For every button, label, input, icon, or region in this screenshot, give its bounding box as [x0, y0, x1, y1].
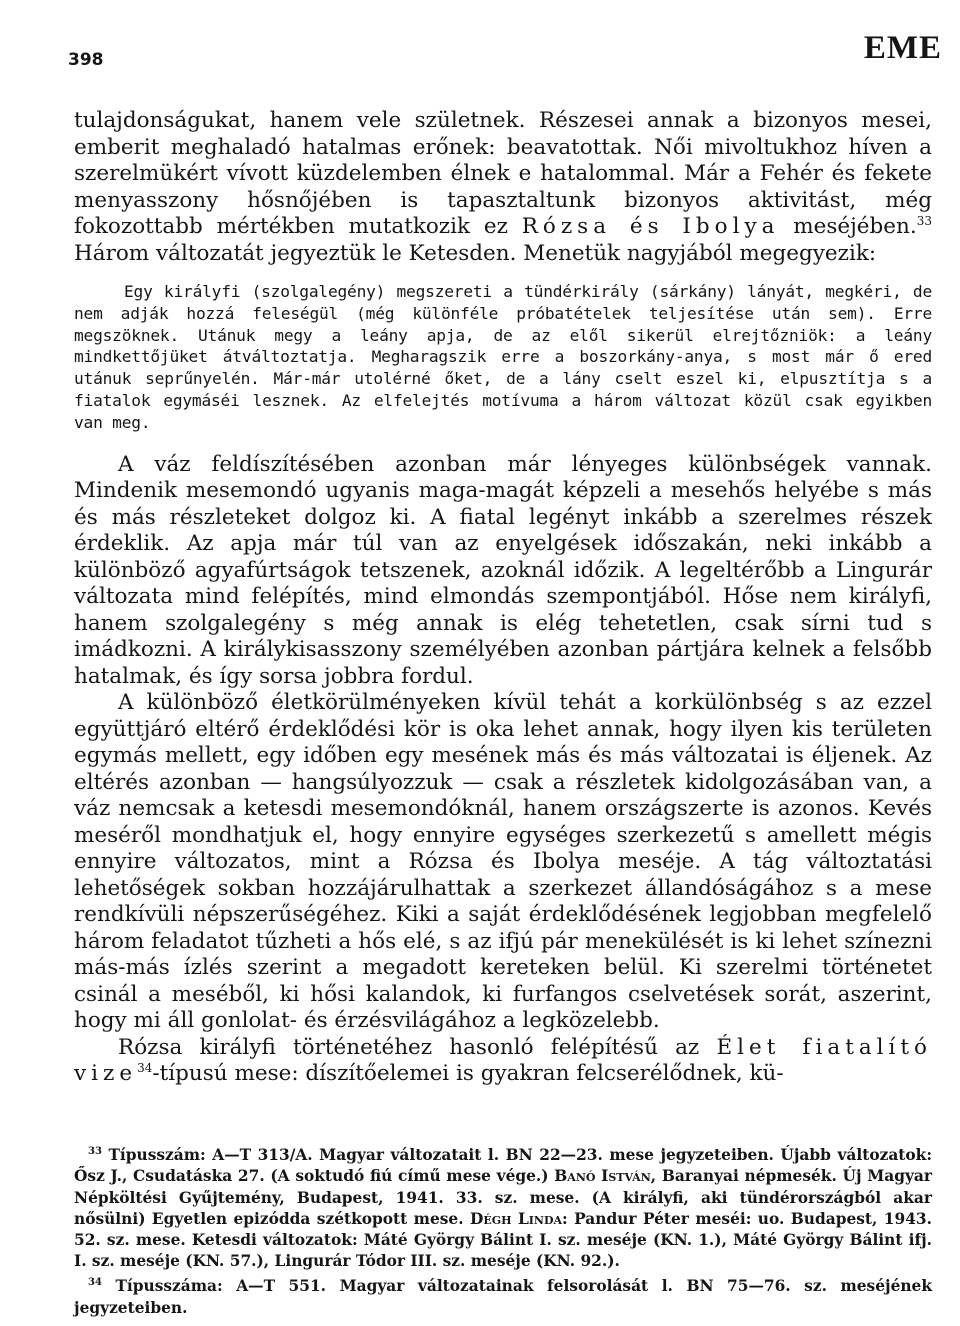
journal-logo: EME	[863, 30, 942, 66]
author-name: Dégh Linda	[470, 1209, 563, 1228]
footnote-number: 34	[88, 1277, 102, 1289]
body-text	[74, 108, 932, 1088]
footnote-34	[74, 1272, 932, 1319]
page-header	[60, 30, 942, 70]
footnote-ref: 33	[916, 213, 932, 228]
footnote-number: 33	[88, 1146, 102, 1157]
footnotes	[74, 1141, 932, 1319]
paragraph	[74, 108, 932, 267]
paragraph: A váz feldíszítésében azonban már lényeges különbségek vannak. Mindenik mesemondó ugyanis maga-magát képzeli a mesehős helyébe s más és más részleteket dolgoz ki. A fiatal legényt inkább a szerelmes részek érdeklik. Az apja már túl van az enyelgések időszakán, neki inkább a különböző agyafúrtságok tetszenek, azoknál időzik. A legeltérőbb a Lingurár változata mind felépítés, mind elmondás szempontjából. Hőse nem királyfi, hanem szolgalegény s még annak is elég tehetetlen, csak sírni tud s imádkozni. A királykisasszony személyében azonban pártjára kelnek a felsőbb hatalmak, és így sorsa jobbra fordul.	[74, 451, 932, 689]
footnote-text: Típusszám: A—T 313/A. Magyar változatait l. BN 22—23. mese jegyzeteiben. Újabb változatok: Ősz J., Csudatáska 27. (A soktudó fiú című mese vége.)	[74, 1146, 933, 1186]
footnote-33	[74, 1141, 932, 1272]
paragraph	[74, 1035, 932, 1088]
footnote-text: , Baranyai népmesék. Új Magyar Népköltési Gyűjtemény, Budapest, 1941. 33. sz. mese. (A királyfi, aki tündérországból akar nősülni) Egyetlen epizódda szétkopott mese.	[74, 1167, 933, 1228]
text-run: -típusú mese: díszítőelemei is gyakran felcserélődnek, kü-	[152, 1061, 784, 1087]
footnote-text: Típusszáma: A—T 551. Magyar változatainak felsorolását l. BN 75—76. sz. meséjének jegyzeteiben.	[74, 1277, 933, 1317]
text-run: Rózsa királyfi történetéhez hasonló felépítésű az	[118, 1034, 700, 1060]
tale-title: Élet fiatalító vize	[74, 1034, 932, 1087]
paragraph: A különböző életkörülményeken kívül tehát a korkülönbség s az ezzel együttjáró eltérő érdeklődési kör is oka lehet annak, hogy ilyen kis területen egymás mellett, egy időben egy mesének más és más változatai is éljenek. Az eltérés azonban — hangsúlyozzuk — csak a részletek kidolgozásában van, a váz nemcsak a ketesdi mesemondóknál, hanem országszerte is azonos. Kevés meséről mondhatjuk el, hogy ennyire egységes szerkezetű s amellett mégis ennyire változatos, mint a Rózsa és Ibolya meséje. A tág változtatási lehetőségek sokban hozzájárulhattak a szerkezet állandóságához s a mese rendkívüli népszerűségéhez. Kiki a saját érdeklődésének legjobban megfelelő három feladatot tűzheti a hős elé, s az ifjú pár menekülését is ki lehet színezni más-más ízlés szerint a megadott kereteken belül. Ki szerelmi történetet csinál a meséből, ki hősi kalandok, ki furfangos cselvetések sorát, aszerint, hogy mi áll gonlolat- és érzésvilágához a legközelebb.	[74, 690, 932, 1034]
author-name: Banó István	[554, 1167, 651, 1186]
text-run: meséjében.	[793, 214, 917, 239]
plot-summary: Egy királyfi (szolgalegény) megszereti a tündérkirály (sárkány) lányát, megkéri, de nem adják hozzá feleségül (még különféle próbatételek teljesítése után sem). Erre megszöknek. Utánuk megy a leány apja, de az elől sikerül elrejtőzniök: a leány mindkettőjüket átváltoztatja. Megharagszik erre a boszorkány-anya, s most már ő ered utánuk seprűnyelén. Már-már utolérné őket, de a lány cselt eszel ki, elpusztítja s a fiatalok egymáséi lesznek. Az elfelejtés motívuma a három változat közül csak egyikben van meg.	[74, 282, 932, 432]
tale-title: Rózsa és Ibolya	[521, 214, 780, 239]
text-run: tulajdonságukat, hanem vele születnek. Részesei annak a bizonyos mesei, emberit meghaladó hatalmas erőnek: beavatottak. Női mivoltukhoz híven a szerelmükért vívott küzdelemben élnek e hatalommal. Már a Fehér és fekete menyasszony hősnőjében is tapasztaltunk bizonyos aktivitást, még fokozottabb mértékben mutatkozik ez	[74, 108, 932, 239]
page-number: 398	[68, 50, 104, 70]
footnote-text: : Pandur Péter meséi: uo. Budapest, 1943. 52. sz. mese. Ketesdi változatok: Máté György Bálint I. sz. meséje (KN. 1.), Máté György Bálint ifj. I. sz. meséje (KN. 57.), Lingurár Tódor III. sz. meséje (KN. 92.).	[74, 1209, 932, 1271]
footnote-ref: 34	[137, 1060, 153, 1075]
text-run: Három változatát jegyeztük le Ketesden. Menetük nagyjából megegyezik:	[74, 240, 877, 266]
